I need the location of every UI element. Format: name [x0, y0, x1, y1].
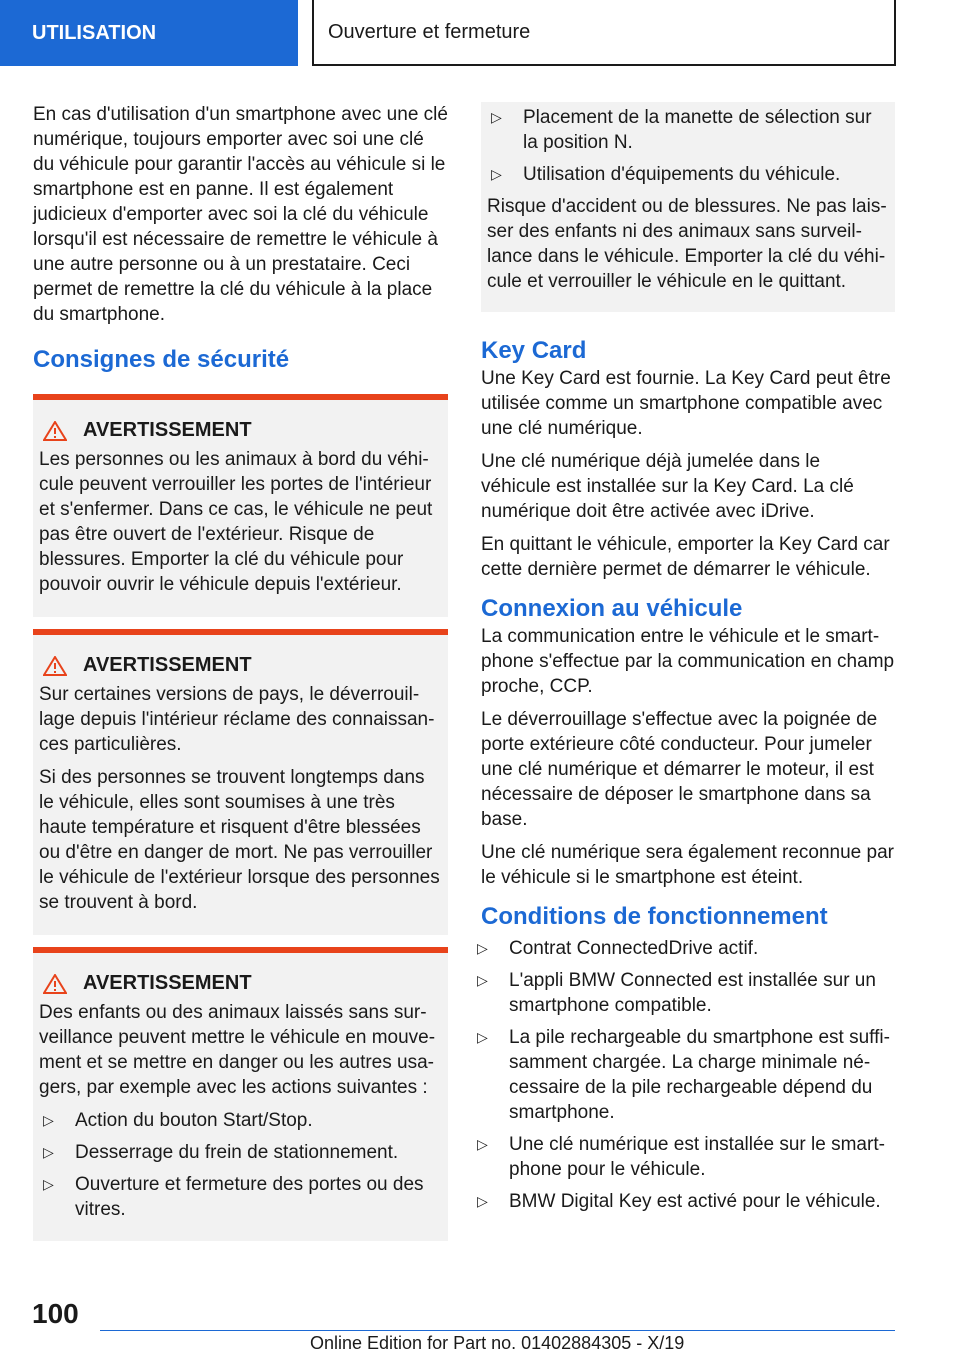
list-item: ▷ Action du bouton Start/Stop. [43, 1110, 313, 1131]
continuation-text: Risque d'accident ou de blessures. Ne pas laisser des enfants ni des animaux sans surveillance dans le véhicule. Emporter la clé du véhicule et verrouiller le véhicule en le quittant. [487, 196, 887, 292]
list-item: ▷ Utilisation d'équipements du véhicule. [491, 164, 841, 185]
warning-actions-list [39, 1108, 440, 1222]
triangle-bullet-icon: ▷ [491, 166, 502, 182]
connexion-paragraph-2: Le déverrouillage s'effectue avec la poignée de porte extérieure côté conducteur. Pour jumeler une clé numérique et démarrer le moteur, il est nécessaire de déposer le smartphone dans sa base. [481, 709, 878, 830]
warning-box-3 [33, 947, 448, 1241]
triangle-bullet-icon: ▷ [477, 1136, 488, 1152]
left-column [33, 102, 448, 1241]
edition-note: Online Edition for Part no. 01402884305 - X/19 [310, 1333, 685, 1353]
warning-text-1: Les personnes ou les animaux à bord du véhicule peuvent verrouiller les portes de l'intérieur et s'enfermer. Dans ce cas, le véhicule ne peut pas être ouvert de l'extérieur. Risque de blessures. Emporter la clé du véhicule pour pouvoir ouvrir le véhicule depuis l'extérieur. [39, 449, 433, 595]
warning-title-1: AVERTISSEMENT [39, 418, 440, 443]
warning-continuation [481, 102, 895, 312]
warning-box-2 [33, 629, 448, 935]
continuation-list [487, 105, 887, 187]
triangle-bullet-icon: ▷ [477, 972, 488, 988]
warning-triangle-icon [43, 421, 67, 441]
connexion-heading: Connexion au véhicule [481, 595, 743, 622]
keycard-paragraph-1: Une Key Card est fournie. La Key Card peut être utilisée comme un smartphone compatible avec une clé numérique. [481, 368, 891, 439]
warning-triangle-icon [43, 974, 67, 994]
section-tab [0, 0, 298, 66]
warning-title-2: AVERTISSEMENT [39, 653, 440, 678]
triangle-bullet-icon: ▷ [43, 1144, 54, 1160]
warning-title-3: AVERTISSEMENT [39, 971, 440, 996]
section-label: UTILISATION [32, 21, 157, 44]
connexion-paragraph-1: La communication entre le véhicule et le smartphone s'effectue par la communication en champ proche, CCP. [481, 626, 895, 697]
warning-text-2a: Sur certaines versions de pays, le déverrouillage depuis l'intérieur réclame des connaissances particulières. [39, 684, 435, 755]
page-number: 100 [32, 1298, 79, 1329]
keycard-paragraph-3: En quittant le véhicule, emporter la Key Card car cette dernière permet de démarrer le véhicule. [481, 534, 890, 580]
list-item: ▷ Desserrage du frein de stationnement. [43, 1142, 399, 1163]
keycard-heading: Key Card [481, 337, 587, 364]
list-item: ▷ L'appli BMW Connected est installée sur un smartphone compatible. [477, 970, 876, 1016]
list-item: ▷ Une clé numérique est installée sur le smartphone pour le véhicule. [477, 1134, 885, 1180]
connexion-paragraph-3: Une clé numérique sera également reconnue par le véhicule si le smartphone est éteint. [481, 842, 894, 888]
list-item: ▷ BMW Digital Key est activé pour le véhicule. [477, 1191, 881, 1212]
triangle-bullet-icon: ▷ [477, 1193, 488, 1209]
chapter-title: Ouverture et fermeture [328, 20, 531, 43]
chapter-title-bar [312, 0, 896, 66]
list-item: ▷ La pile rechargeable du smartphone est suffisamment chargée. La charge minimale nécessaire de la pile rechargeable dépend du smartphone. [477, 1027, 890, 1123]
list-item: ▷ Ouverture et fermeture des portes ou des vitres. [43, 1174, 424, 1220]
list-item: ▷ Placement de la manette de sélection sur la position N. [491, 107, 872, 153]
warning-triangle-icon [43, 656, 67, 676]
safety-heading: Consignes de sécurité [33, 346, 290, 373]
list-item: ▷ Contrat ConnectedDrive actif. [477, 938, 759, 959]
right-column [477, 102, 895, 1221]
intro-paragraph: En cas d'utilisation d'un smartphone avec une clé numérique, toujours emporter avec soi une clé du véhicule pour garantir l'accès au véhicule si le smartphone est en panne. Il est également judicieux d'emporter avec soi la clé du véhicule lorsqu'il est nécessaire de remettre le véhicule à une autre personne ou à un prestataire. Ceci permet de remettre la clé du véhicule à la place du smartphone. [33, 104, 448, 325]
triangle-bullet-icon: ▷ [477, 940, 488, 956]
footer-divider [100, 1330, 895, 1331]
triangle-bullet-icon: ▷ [43, 1112, 54, 1128]
triangle-bullet-icon: ▷ [477, 1029, 488, 1045]
conditions-list [473, 936, 895, 1214]
triangle-bullet-icon: ▷ [491, 109, 502, 125]
triangle-bullet-icon: ▷ [43, 1176, 54, 1192]
warning-text-2b: Si des personnes se trouvent longtemps dans le véhicule, elles sont soumises à une très haute température et risquent d'être blessées ou d'être en danger de mort. Ne pas verrouiller le véhicule de l'extérieur lorsque des personnes se trouvent à bord. [39, 767, 440, 913]
conditions-heading: Conditions de fonctionnement [481, 903, 828, 930]
keycard-paragraph-2: Une clé numérique déjà jumelée dans le véhicule est installée sur la Key Card. La clé numérique doit être activée avec iDrive. [481, 451, 854, 522]
warning-text-3: Des enfants ou des animaux laissés sans surveillance peuvent mettre le véhicule en mouvement et se mettre en danger ou les autres usagers, par exemple avec les actions suivantes : [39, 1002, 436, 1098]
warning-box-1 [33, 394, 448, 617]
